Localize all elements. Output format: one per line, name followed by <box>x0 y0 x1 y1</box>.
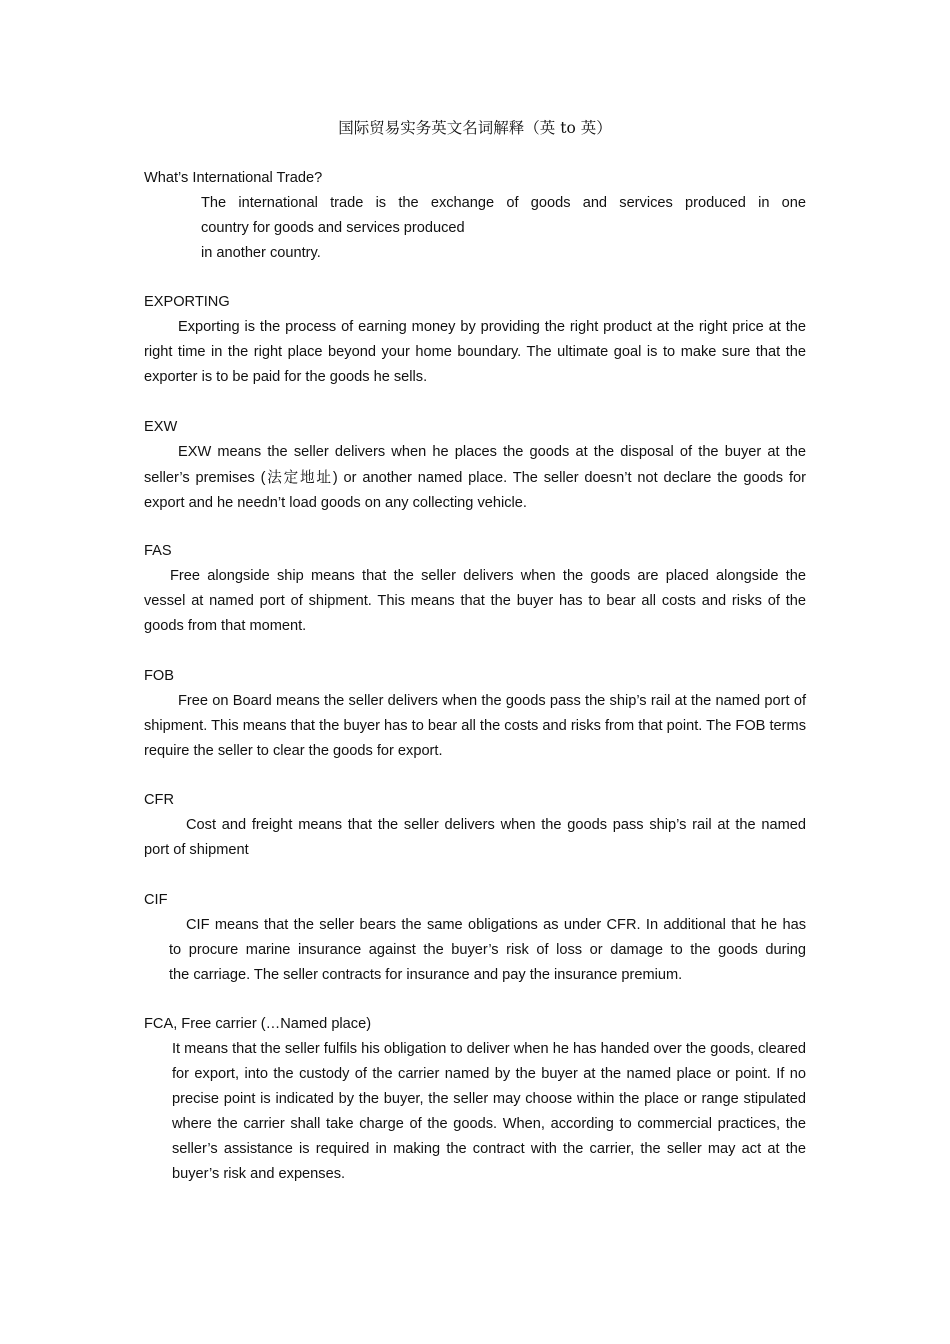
section-body-fca: It means that the seller fulfils his obligation to deliver when he has handed over the goods, cleared for export, into the custody of the carrier named by the buyer at the named place or point. If no precise point is indicated by the buyer, the seller may choose within the place or range stipulated where the carrier shall take charge of the goods. When, according to commercial practices, the seller’s assistance is required in making the contract with the carrier, the seller may act at the buyer’s risk and expenses. <box>172 1041 806 1182</box>
exw-text-part-2: ) or another named place. The seller doesn’t not declare the goods for export and he needn’t load goods on any collecting vehicle. <box>144 470 806 511</box>
section-heading-fca: FCA, Free carrier (…Named place) <box>144 1016 372 1032</box>
section-body-exw <box>144 440 806 516</box>
section-body-fob: Free on Board means the seller delivers when the goods pass the ship’s rail at the named port of shipment. This means that the buyer has to bear all the costs and risks from that point. The FOB terms require the seller to clear the goods for export. <box>144 693 806 759</box>
paragraph-line: the carriage. The seller contracts for insurance and pay the insurance premium. <box>169 967 683 983</box>
section-body-international-trade <box>201 191 806 266</box>
section-body-fas: Free alongside ship means that the seller delivers when the goods are placed alongside the vessel at named port of shipment. This means that the buyer has to bear all costs and risks of the goods from that moment. <box>144 568 806 634</box>
paragraph-line: to procure marine insurance against the buyer’s risk of loss or damage to the goods during <box>169 942 806 958</box>
paragraph-line: The international trade is the exchange of goods and services produced in one <box>201 195 806 211</box>
section-body-cfr: Cost and freight means that the seller delivers when the goods pass ship’s rail at the named port of shipment <box>144 817 806 858</box>
section-heading-international-trade: What’s International Trade? <box>144 170 323 186</box>
page-title: 国际贸易实务英文名词解释（英 to 英） <box>338 119 612 137</box>
section-body-exporting: Exporting is the process of earning money by providing the right product at the right price at the right time in the right place beyond your home boundary. The ultimate goal is to make sure that the exporter is to be paid for the goods he sells. <box>144 319 806 385</box>
paragraph-line: CIF means that the seller bears the same obligations as under CFR. In additional that he has <box>186 917 806 933</box>
paragraph-line: country for goods and services produced <box>201 220 465 236</box>
section-heading-fob: FOB <box>144 668 174 684</box>
section-heading-cif: CIF <box>144 892 168 908</box>
exw-chinese-term: 法定地址 <box>265 469 333 486</box>
section-heading-exw: EXW <box>144 419 178 435</box>
section-heading-fas: FAS <box>144 543 172 559</box>
section-heading-exporting: EXPORTING <box>144 294 230 310</box>
exw-text-part-1: EXW means the seller delivers when he places the goods at the disposal of the buyer at the seller’s premises ( <box>144 444 806 486</box>
paragraph-line: in another country. <box>201 245 321 261</box>
section-body-cif <box>169 913 806 988</box>
section-heading-cfr: CFR <box>144 792 174 808</box>
